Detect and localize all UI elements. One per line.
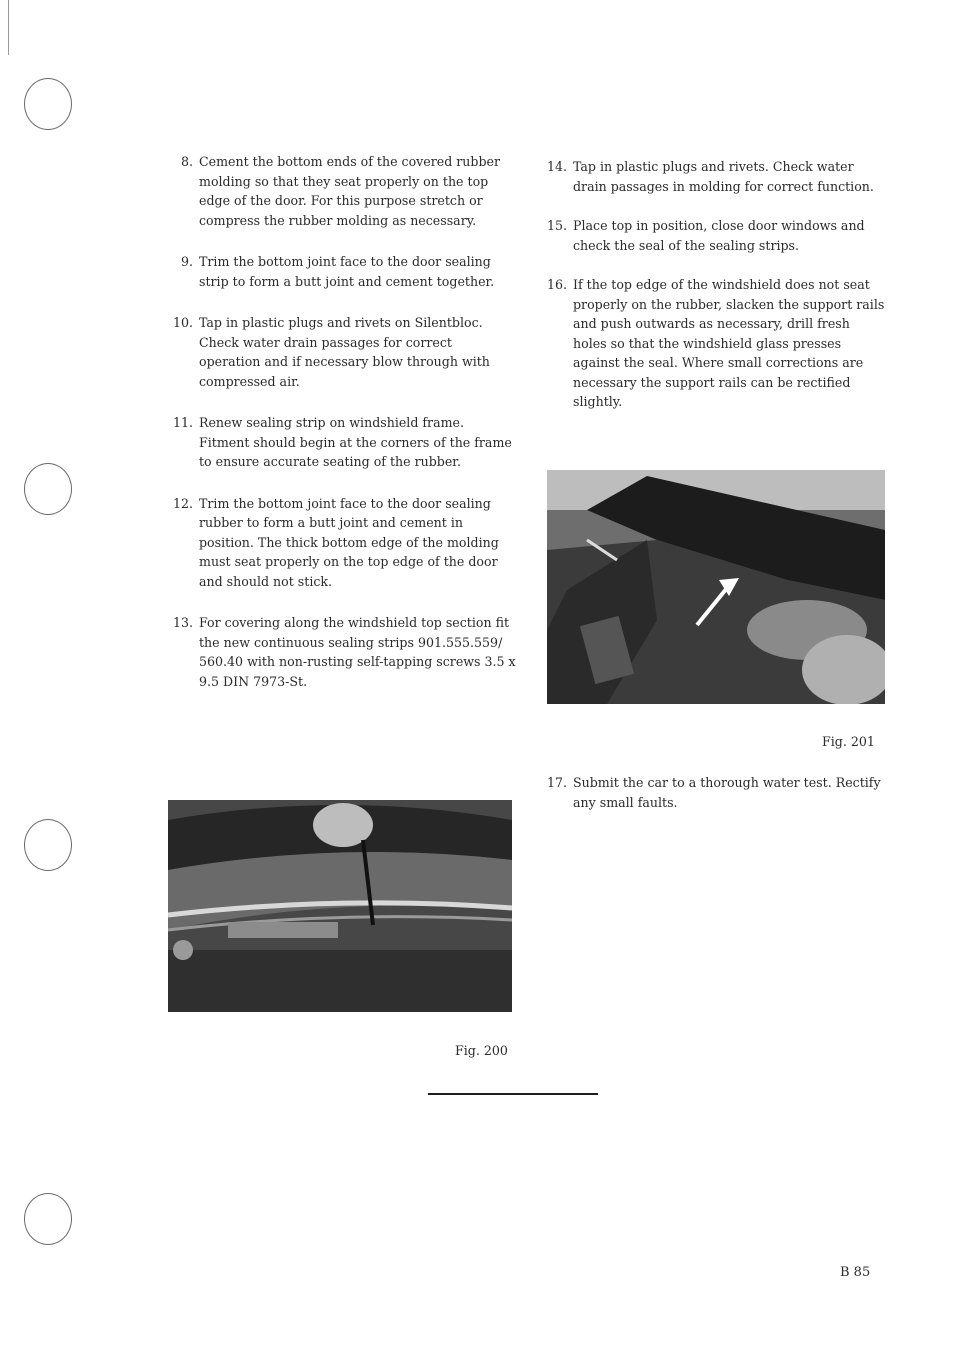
figure-201-photo: [547, 470, 885, 704]
page-number: B 85: [840, 1265, 871, 1280]
step-17: 17. Submit the car to a thorough water test. Rectify any small faults.: [546, 775, 881, 810]
section-end-rule: [428, 1093, 598, 1095]
margin-line: [8, 0, 9, 55]
right-column: [540, 157, 885, 412]
step-8: 8. Cement the bottom ends of the covered rubber molding so that they seat properly on the top edge of the door. For this purpose stretch or compress the rubber molding as necessary.: [180, 154, 501, 228]
punch-hole-4: [24, 1193, 72, 1245]
left-column: [166, 152, 516, 691]
punch-hole-2: [24, 463, 72, 515]
step-13: 13. For covering along the windshield top section fit the new continuous sealing strips 901.555.559/ 560.40 with non-rusting self-tapping screws 3.5 x 9.5 DIN 7973-St.: [172, 615, 516, 689]
step-16: 16. If the top edge of the windshield does not seat properly on the rubber, slacken the support rails and push outwards as necessary, drill fresh holes so that the windshield glass presses against the seal. Where small corrections are necessary the support rails can be rectified slightly.: [546, 277, 885, 409]
step-14: 14. Tap in plastic plugs and rivets. Check water drain passages in molding for correct function.: [546, 159, 874, 194]
final-step-block: [540, 773, 885, 812]
figure-201-caption: Fig. 201: [822, 734, 875, 749]
punch-hole-3: [24, 819, 72, 871]
figure-200-photo: [168, 800, 512, 1012]
step-15: 15. Place top in position, close door windows and check the seal of the sealing strips.: [546, 218, 865, 253]
punch-hole-1: [24, 78, 72, 130]
step-9: 9. Trim the bottom joint face to the door sealing strip to form a butt joint and cement together.: [180, 254, 495, 289]
step-11: 11. Renew sealing strip on windshield frame. Fitment should begin at the corners of the frame to ensure accurate seating of the rubber.: [172, 415, 512, 469]
step-10: 10. Tap in plastic plugs and rivets on Silentbloc. Check water drain passages for correct operation and if necessary blow through with compressed air.: [172, 315, 490, 389]
figure-200-caption: Fig. 200: [455, 1043, 508, 1058]
step-12: 12. Trim the bottom joint face to the door sealing rubber to form a butt joint and cement in position. The thick bottom edge of the molding must seat properly on the top edge of the door and should not stick.: [172, 495, 499, 589]
